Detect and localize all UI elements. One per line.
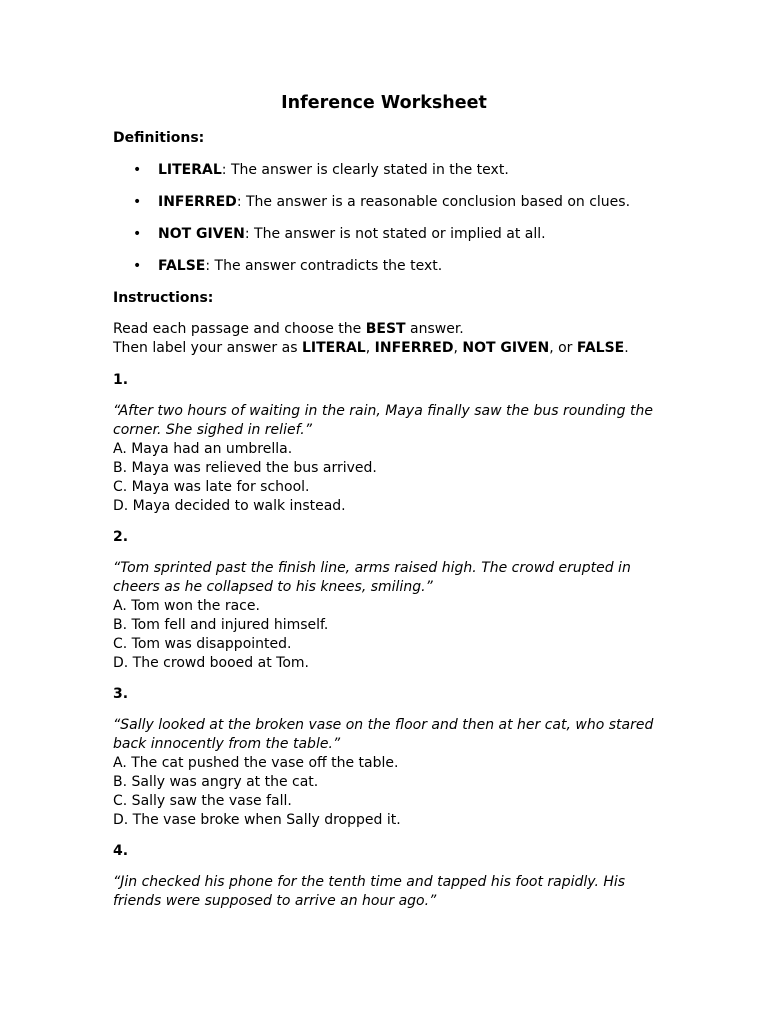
label-inferred: INFERRED — [374, 340, 454, 356]
answer-option-b: B. Maya was relieved the bus arrived. — [113, 460, 377, 476]
question-passage: “Jin checked his phone for the tenth time and tapped his foot rapidly. His friends were supposed to arrive an hour ago.” — [113, 874, 626, 909]
bullet-icon: • — [133, 194, 142, 210]
answer-option-c: C. Maya was late for school. — [113, 479, 310, 495]
answer-option-d: D. The vase broke when Sally dropped it. — [113, 812, 401, 828]
question-number: 2. — [113, 529, 129, 545]
label-literal: LITERAL — [301, 340, 366, 356]
definition-item-literal — [113, 161, 673, 180]
instructions-heading: Instructions: — [113, 290, 214, 306]
separator: , — [453, 340, 463, 356]
separator: , or — [549, 340, 577, 356]
definitions-list — [113, 161, 673, 276]
definition-item-inferred — [113, 193, 673, 212]
worksheet-content — [113, 92, 673, 923]
bullet-icon: • — [133, 162, 142, 178]
definition-term: FALSE — [158, 258, 206, 274]
answer-option-d: D. Maya decided to walk instead. — [113, 498, 346, 514]
definition-text: : The answer contradicts the text. — [205, 258, 443, 274]
definition-text: : The answer is not stated or implied at all. — [244, 226, 546, 242]
separator: . — [624, 340, 629, 356]
question-3 — [113, 716, 673, 830]
question-passage: “After two hours of waiting in the rain, Maya finally saw the bus rounding the corner. She sighed in relief.” — [113, 403, 653, 438]
bullet-icon: • — [133, 258, 142, 274]
instructions-text-part: Then label your answer as — [113, 340, 302, 356]
question-number: 4. — [113, 843, 129, 859]
instructions-emphasis: BEST — [365, 321, 406, 337]
answer-option-b: B. Sally was angry at the cat. — [113, 774, 319, 790]
question-passage: “Tom sprinted past the finish line, arms raised high. The crowd erupted in cheers as he collapsed to his knees, smiling.” — [113, 560, 631, 595]
definition-term: NOT GIVEN — [158, 226, 245, 242]
instructions-line-1 — [113, 320, 673, 339]
instructions-text — [113, 320, 673, 358]
answer-option-a: A. Tom won the race. — [113, 598, 260, 614]
instructions-text-part: Read each passage and choose the — [113, 321, 366, 337]
answer-option-a: A. The cat pushed the vase off the table. — [113, 755, 399, 771]
question-2 — [113, 559, 673, 673]
question-number: 1. — [113, 372, 129, 388]
separator: , — [365, 340, 375, 356]
definition-term: INFERRED — [158, 194, 237, 210]
definitions-heading: Definitions: — [113, 130, 205, 146]
page-title: Inference Worksheet — [281, 93, 487, 113]
answer-option-c: C. Sally saw the vase fall. — [113, 793, 292, 809]
definition-item-false — [113, 257, 673, 276]
instructions-text-part: answer. — [405, 321, 464, 337]
definition-text: : The answer is clearly stated in the text. — [221, 162, 509, 178]
instructions-line-2 — [113, 339, 673, 358]
definition-item-not-given — [113, 225, 673, 244]
answer-option-c: C. Tom was disappointed. — [113, 636, 292, 652]
question-1 — [113, 402, 673, 516]
label-false: FALSE — [576, 340, 625, 356]
definition-term: LITERAL — [158, 162, 222, 178]
question-4 — [113, 873, 673, 911]
label-not-given: NOT GIVEN — [462, 340, 550, 356]
bullet-icon: • — [133, 226, 142, 242]
answer-option-d: D. The crowd booed at Tom. — [113, 655, 309, 671]
answer-option-a: A. Maya had an umbrella. — [113, 441, 293, 457]
answer-option-b: B. Tom fell and injured himself. — [113, 617, 329, 633]
definition-text: : The answer is a reasonable conclusion based on clues. — [236, 194, 631, 210]
question-passage: “Sally looked at the broken vase on the floor and then at her cat, who stared back innocently from the table.” — [113, 717, 654, 752]
question-number: 3. — [113, 686, 129, 702]
